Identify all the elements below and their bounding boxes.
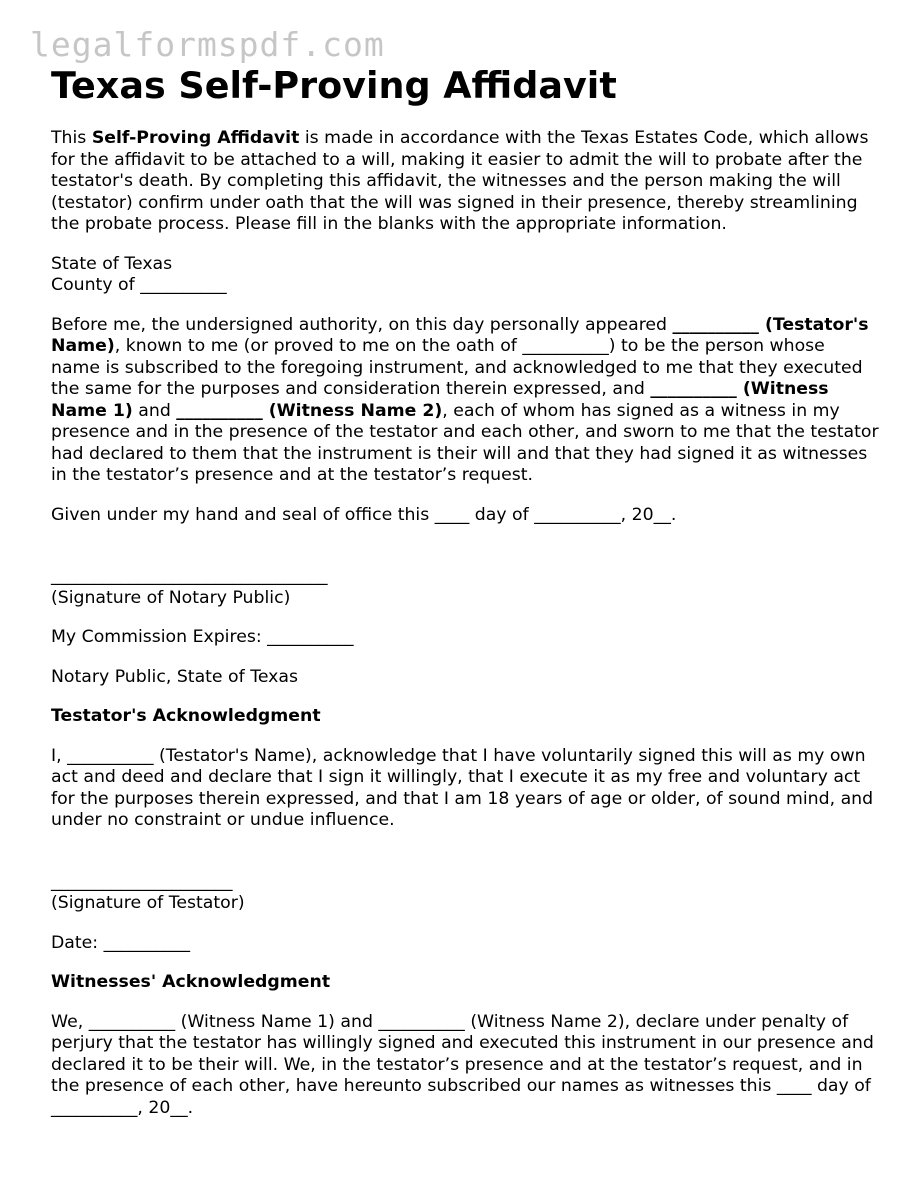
venue-state: State of Texas [51,253,173,274]
witness-paragraph: We, __________ (Witness Name 1) and __________ (Witness Name 2), declare under penalty of perjury that the testator has willingly signed and executed this instrument in our presence and declared it to be their will. We, in the testator’s presence and at the testator’s request, and in the presence of each other, have hereunto subscribed our names as witnesses this ____ day of __________, 20__. [51,1011,874,1118]
testator-paragraph: I, __________ (Testator's Name), acknowledge that I have voluntarily signed this will as my own act and deed and declare that I sign it willingly, that I execute it as my free and voluntary act for the purposes therein expressed, and that I am 18 years of age or older, of sound mind, and under no constraint or undue influence. [51,745,874,830]
testator-heading [51,706,879,728]
notary-paragraph [51,315,879,487]
testator-signature-line: _____________________ [51,871,233,892]
intro-paragraph [51,128,879,236]
intro-prefix: This [51,128,92,148]
watermark: legalformspdf.com [30,25,385,64]
notary-text-4: , each of whom has signed as a witness in my presence and in the presence of the testator and each other, and sworn to me that the testator had declared to them that the instrument is their will and that they had signed it as witnesses in the testator’s presence and at the testator’s request. [51,400,879,485]
page-title: Texas Self-Proving Affidavit [51,64,617,107]
notary-signature-label: (Signature of Notary Public) [51,587,291,608]
testator-name-blank: __________ (Testator's Name) [51,314,869,356]
witness-heading [51,972,879,994]
notary-text-2: , known to me (or proved to me on the oath of __________) to be the person whose name is subscribed to the foregoing instrument, and acknowledged to me that they executed the same for the purposes and consideration therein expressed, and [51,336,863,399]
notary-state: Notary Public, State of Texas [51,666,298,687]
witness-1-blank: __________ (Witness Name 1) [51,379,829,421]
intro-text: is made in accordance with the Texas Estates Code, which allows for the affidavit to be attached to a will, making it easier to admit the will to probate after the testator's death. By completing this affidavit, the witnesses and the person making the will (testator) confirm under oath that the will was signed in their presence, thereby streamlining the probate process. Please fill in the blanks with the appropriate information. [51,128,869,234]
spacer [51,850,879,872]
notary-text-3: and [132,400,177,421]
witness-2-blank: __________ (Witness Name 2) [176,400,443,421]
testator-signature-label: (Signature of Testator) [51,893,245,913]
testator-heading-text: Testator's Acknowledgment [51,706,321,726]
venue-block [51,254,879,297]
commission-expires: My Commission Expires: __________ [51,627,354,647]
notary-text-1: Before me, the undersigned authority, on this day personally appeared [51,314,673,335]
notary-signature-line: ________________________________ [51,566,328,586]
intro-bold-term: Self-Proving Affidavit [91,128,300,148]
testator-signature-block [51,872,879,915]
spacer [51,544,879,566]
date-line: Date: __________ [51,932,191,953]
document-body [51,64,879,1137]
venue-county: County of __________ [51,275,227,295]
notary-signature-block [51,566,879,609]
given-line: Given under my hand and seal of office this ____ day of __________, 20__. [51,504,677,525]
witness-heading-text: Witnesses' Acknowledgment [51,972,331,992]
